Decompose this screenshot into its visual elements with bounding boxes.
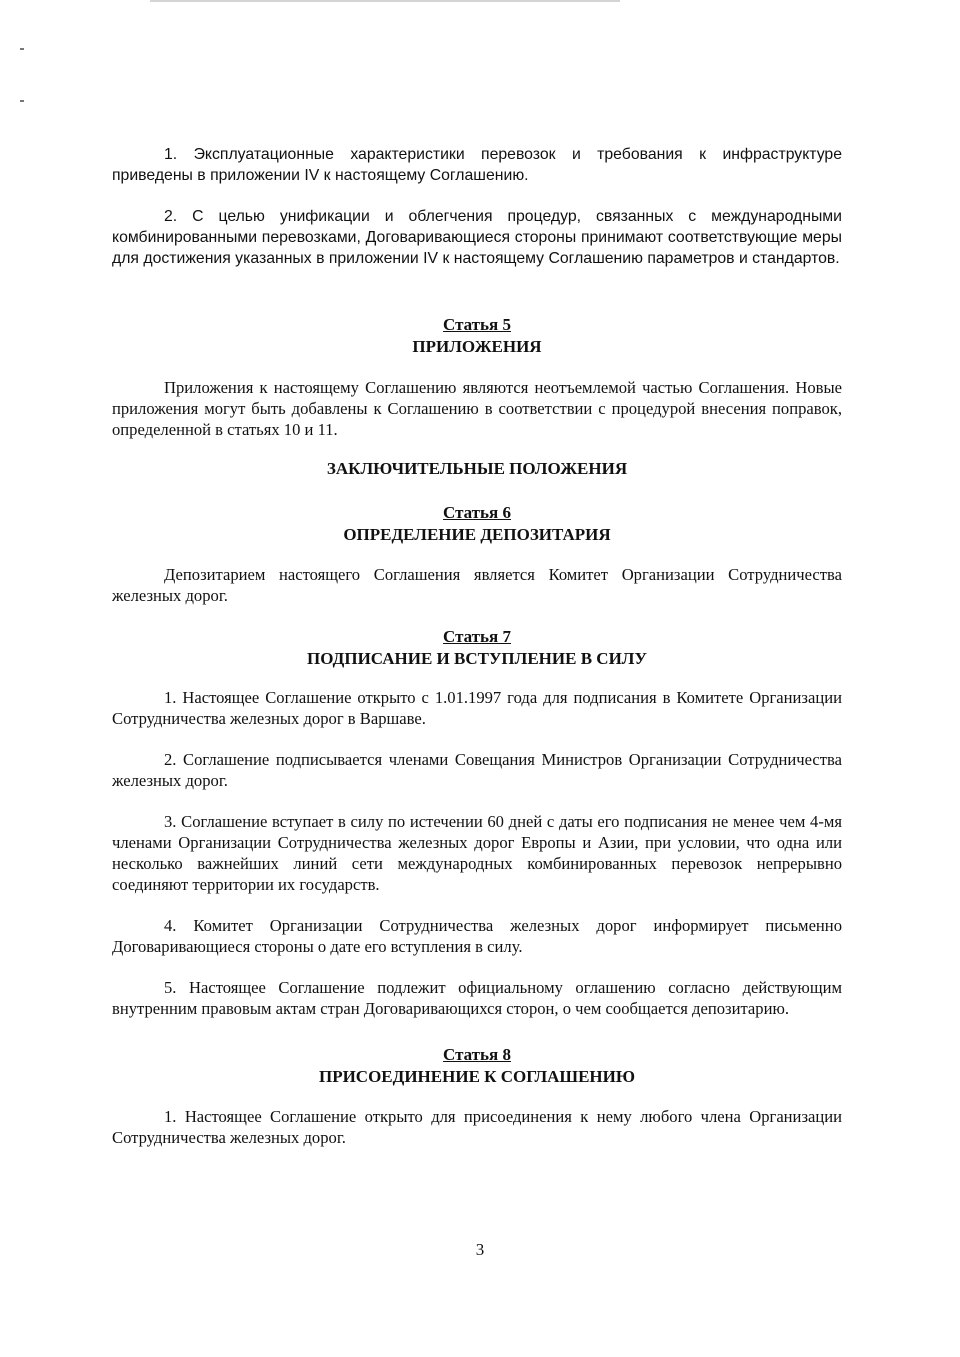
- article-6-heading: Статья 6: [443, 503, 511, 522]
- article-7-heading: Статья 7: [443, 627, 511, 646]
- article-5-heading: Статья 5: [443, 315, 511, 334]
- article-5-title: ПРИЛОЖЕНИЯ: [412, 337, 542, 356]
- article-8-item-1: 1. Настоящее Соглашение открыто для присоединения к нему любого члена Организации Сотрудничества железных дорог.: [112, 1107, 842, 1147]
- intro-block: [112, 144, 842, 269]
- article-5: [112, 314, 842, 440]
- article-8: [112, 1044, 842, 1148]
- paragraph-1: 1. Эксплуатационные характеристики перевозок и требования к инфраструктуре приведены в приложении IV к настоящему Соглашению.: [112, 146, 842, 184]
- article-8-heading: Статья 8: [443, 1045, 511, 1064]
- article-7-item-3: 3. Соглашение вступает в силу по истечении 60 дней с даты его подписания не менее чем 4-мя членами Организации Сотрудничества железных дорог Европы и Азии, при условии, что одна или несколько важнейших линий сети международных комбинированных перевозок непрерывно соединяют территории их государств.: [112, 812, 842, 894]
- article-8-title: ПРИСОЕДИНЕНИЕ К СОГЛАШЕНИЮ: [318, 1067, 636, 1086]
- article-6-text: Депозитарием настоящего Соглашения является Комитет Организации Сотрудничества железных дорог.: [112, 565, 842, 605]
- paragraph-2: 2. С целью унификации и облегчения процедур, связанных с международными комбинированными перевозками, Договаривающиеся стороны принимают соответствующие меры для достижения указанных в приложении IV к настоящему Соглашению параметров и стандартов.: [112, 208, 842, 267]
- article-6-title: ОПРЕДЕЛЕНИЕ ДЕПОЗИТАРИЯ: [343, 525, 611, 544]
- final-provisions-title: ЗАКЛЮЧИТЕЛЬНЫЕ ПОЛОЖЕНИЯ: [326, 459, 628, 478]
- scan-mark: [20, 48, 24, 50]
- article-7-title: ПОДПИСАНИЕ И ВСТУПЛЕНИЕ В СИЛУ: [307, 649, 647, 668]
- article-7-item-4: 4. Комитет Организации Сотрудничества железных дорог информирует письменно Договаривающиеся стороны о дате его вступления в силу.: [112, 916, 842, 956]
- article-7-item-1: 1. Настоящее Соглашение открыто с 1.01.1997 года для подписания в Комитете Организации Сотрудничества железных дорог в Варшаве.: [112, 688, 842, 728]
- final-provisions: [112, 458, 842, 480]
- article-7-item-5: 5. Настоящее Соглашение подлежит официальному оглашению согласно действующим внутренним правовым актам стран Договаривающихся сторон, о чем сообщается депозитарию.: [112, 978, 842, 1018]
- page-number: 3: [475, 1240, 485, 1259]
- article-5-text: Приложения к настоящему Соглашению являются неотъемлемой частью Соглашения. Новые приложения могут быть добавлены к Соглашению в соответствии с процедурой внесения поправок, определенной в статьях 10 и 11.: [112, 378, 842, 439]
- scan-artifact-top: [150, 0, 620, 2]
- article-7-item-2: 2. Соглашение подписывается членами Совещания Министров Организации Сотрудничества железных дорог.: [112, 750, 842, 790]
- scan-mark: [20, 100, 24, 102]
- article-6: [112, 502, 842, 606]
- article-7: [112, 626, 842, 1019]
